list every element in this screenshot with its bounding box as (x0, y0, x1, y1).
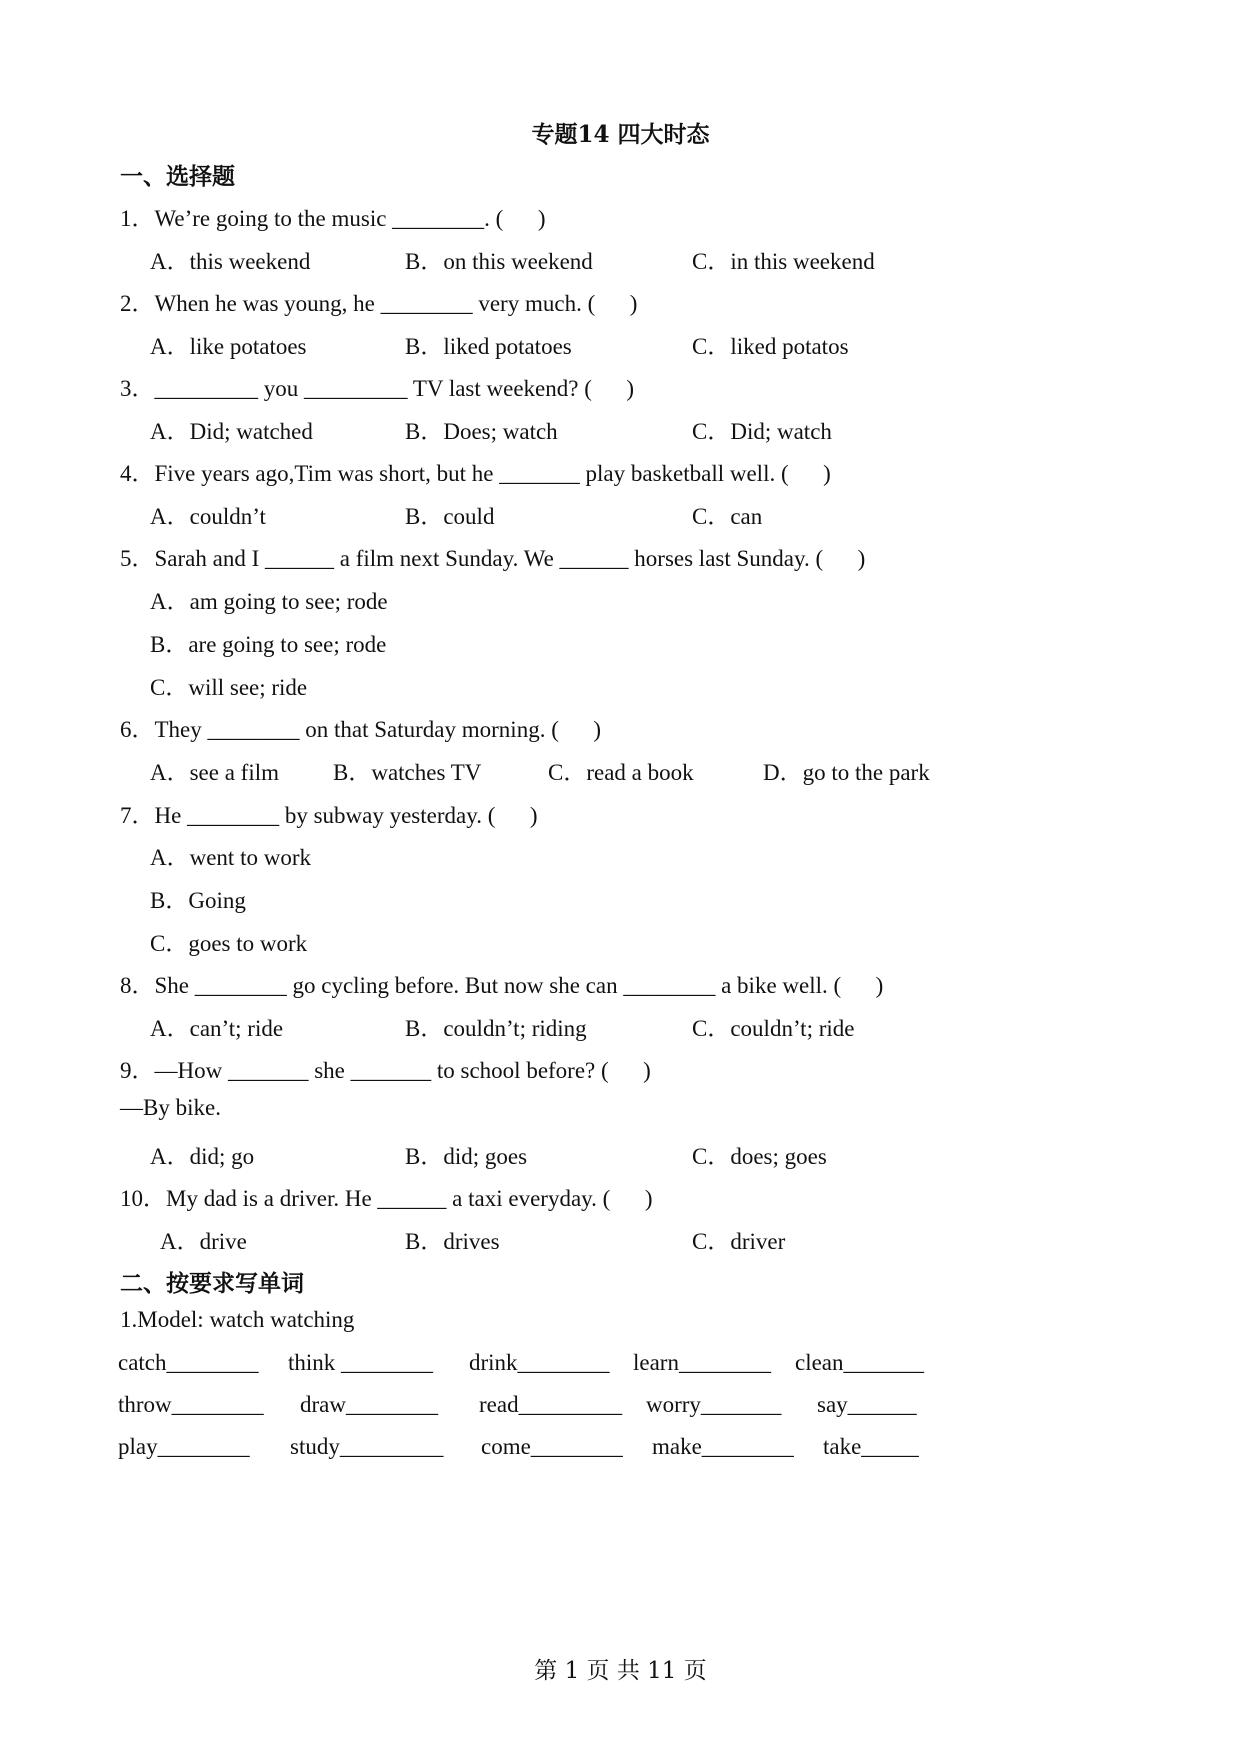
q6-option-b: B．watches TV (333, 760, 482, 785)
q5-option-a: A．am going to see; rode (150, 589, 388, 614)
q1-option-b: B．on this weekend (405, 249, 593, 274)
q6-option-c: C．read a book (548, 760, 694, 785)
word-throw: throw________ (118, 1392, 264, 1417)
word-come: come________ (481, 1434, 623, 1459)
q5-option-b: B．are going to see; rode (150, 632, 387, 657)
question-10: 10．My dad is a driver. He ______ a taxi everyday. ( ) (120, 1186, 653, 1211)
word-clean: clean_______ (795, 1350, 925, 1375)
word-catch: catch________ (118, 1350, 259, 1375)
word-study: study_________ (290, 1434, 444, 1459)
q6-option-a: A．see a film (150, 760, 280, 785)
q7-option-a: A．went to work (150, 845, 311, 870)
page-footer: 第 1 页 共 11 页 (534, 1658, 707, 1684)
q5-option-c: C．will see; ride (150, 675, 308, 700)
word-make: make________ (652, 1434, 794, 1459)
q7-option-c: C．goes to work (150, 931, 308, 956)
q10-option-b: B．drives (405, 1229, 500, 1254)
q8-option-c: C．couldn’t; ride (692, 1016, 855, 1041)
q1-option-a: A．this weekend (150, 249, 311, 274)
question-1: 1．We’re going to the music ________. ( ) (120, 206, 546, 231)
q2-option-a: A．like potatoes (150, 334, 307, 359)
word-think: think ________ (288, 1350, 434, 1375)
q3-option-b: B．Does; watch (405, 419, 558, 444)
word-worry: worry_______ (646, 1392, 782, 1417)
page-title: 专题14 四大时态 (531, 121, 710, 148)
q3-option-c: C．Did; watch (692, 419, 832, 444)
word-read: read_________ (479, 1392, 623, 1417)
q8-option-a: A．can’t; ride (150, 1016, 284, 1041)
q2-option-b: B．liked potatoes (405, 334, 572, 359)
word-take: take_____ (823, 1434, 919, 1459)
q1-option-c: C．in this weekend (692, 249, 875, 274)
q9-option-c: C．does; goes (692, 1144, 827, 1169)
word-draw: draw________ (300, 1392, 438, 1417)
q10-option-c: C．driver (692, 1229, 786, 1254)
q2-option-c: C．liked potatos (692, 334, 849, 359)
q7-option-b: B．Going (150, 888, 246, 913)
question-4: 4．Five years ago,Tim was short, but he _______ play basketball well. ( ) (120, 461, 831, 486)
q4-option-c: C．can (692, 504, 763, 529)
word-learn: learn________ (633, 1350, 771, 1375)
question-9: 9．—How _______ she _______ to school before? ( ) (120, 1058, 651, 1083)
q6-option-d: D．go to the park (763, 760, 930, 785)
model-line: 1.Model: watch watching (120, 1307, 355, 1332)
word-drink: drink________ (469, 1350, 610, 1375)
q4-option-b: B．could (405, 504, 495, 529)
q8-option-b: B．couldn’t; riding (405, 1016, 587, 1041)
question-6: 6．They ________ on that Saturday morning. ( ) (120, 717, 602, 742)
question-2: 2．When he was young, he ________ very much. ( ) (120, 291, 638, 316)
section-heading-words: 二、按要求写单词 (120, 1270, 304, 1297)
question-5: 5．Sarah and I ______ a film next Sunday. We ______ horses last Sunday. ( ) (120, 546, 866, 571)
q9-option-b: B．did; goes (405, 1144, 528, 1169)
question-3: 3．_________ you _________ TV last weekend? ( ) (120, 376, 635, 401)
q9-option-a: A．did; go (150, 1144, 255, 1169)
q4-option-a: A．couldn’t (150, 504, 266, 529)
section-heading-choice: 一、选择题 (120, 163, 235, 190)
word-play: play________ (118, 1434, 250, 1459)
question-9-response: —By bike. (120, 1095, 221, 1120)
word-say: say______ (817, 1392, 917, 1417)
question-8: 8．She ________ go cycling before. But now she can ________ a bike well. ( ) (120, 973, 884, 998)
q10-option-a: A．drive (160, 1229, 247, 1254)
q3-option-a: A．Did; watched (150, 419, 313, 444)
question-7: 7．He ________ by subway yesterday. ( ) (120, 803, 538, 828)
